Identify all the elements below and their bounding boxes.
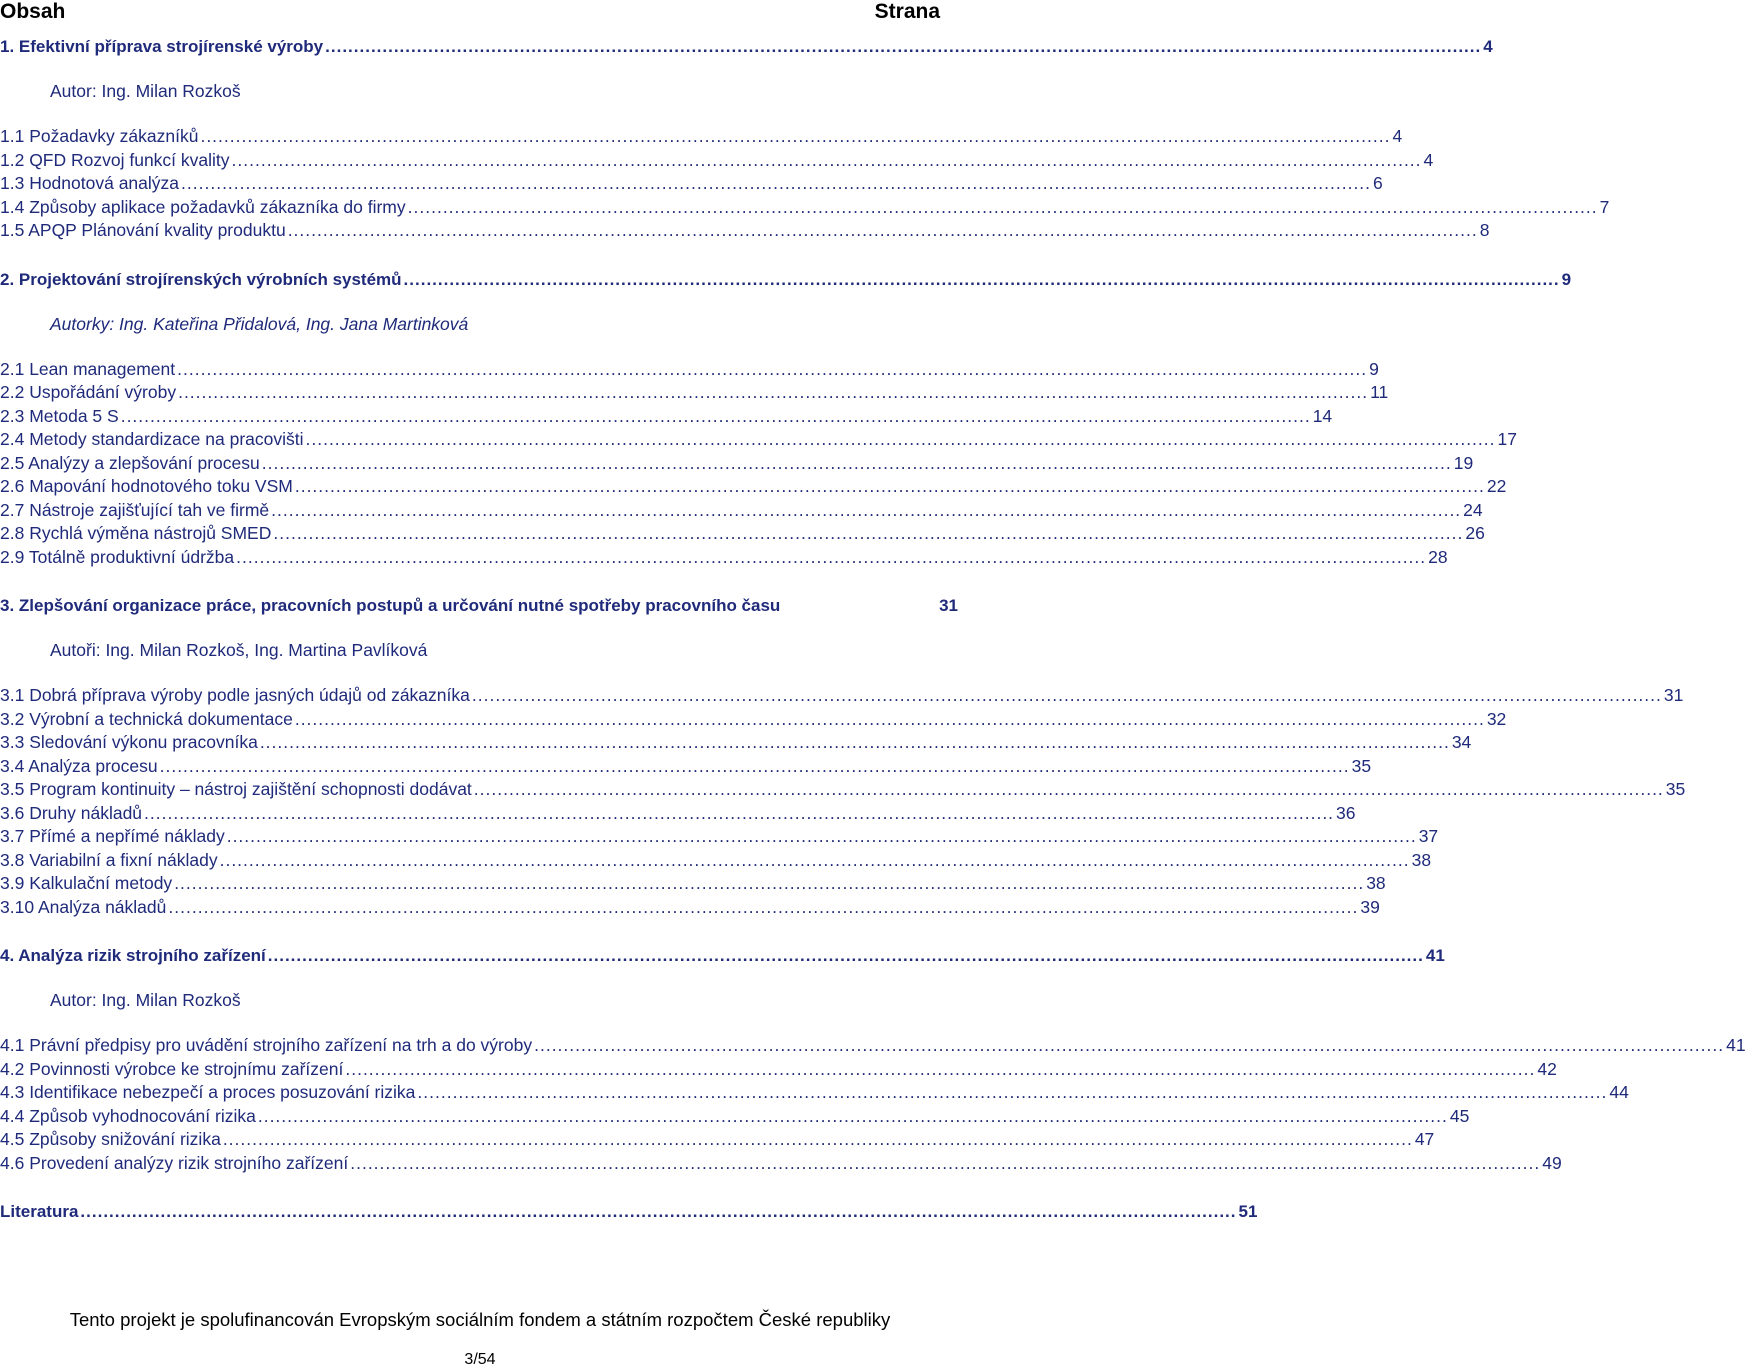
entry-title: 4.5 Způsoby snižování rizika: [0, 1129, 221, 1149]
dot-leader: ...........................................................................................................................................................................................................: [226, 826, 1417, 846]
dot-leader: ..........................................................................................................................................................................................................: [267, 946, 1424, 965]
entry-title: 2.8 Rychlá výměna nástrojů SMED: [0, 523, 272, 543]
toc-section-entry[interactable]: [0, 196, 1610, 220]
toc-section-entry[interactable]: [0, 358, 1379, 382]
toc-section-entry[interactable]: [0, 149, 1434, 173]
entry-page-number: 32: [1486, 708, 1507, 729]
dot-leader: ...........................................................................................................................................................................................................: [177, 358, 1368, 379]
entry-title: 2.7 Nástroje zajišťující tah ve firmě: [0, 499, 270, 520]
entry-title: 3.6 Druhy nákladů: [0, 802, 143, 823]
entry-page-number: 51: [1238, 1202, 1258, 1221]
dot-leader: ..........................................................................................................................................................................................................: [403, 269, 1560, 289]
toc-chapter-entry[interactable]: [0, 945, 1445, 967]
entry-page-number: 22: [1486, 476, 1507, 496]
entry-title: Literatura: [0, 1202, 79, 1221]
dot-leader: ...........................................................................................................................................................................................................: [471, 685, 1662, 705]
entry-page-number: 31: [1663, 685, 1684, 705]
entry-page-number: 44: [1609, 1082, 1629, 1102]
entry-page-number: 28: [1428, 546, 1448, 567]
entry-title: 2.6 Mapování hodnotového toku VSM: [0, 476, 293, 496]
entry-title: 3.10 Analýza nákladů: [0, 896, 167, 917]
entry-page-number: 4: [1392, 126, 1403, 146]
dot-leader: ..........................................................................................................................................................................................................: [80, 1202, 1237, 1221]
entry-title: 2.9 Totálně produktivní údržba: [0, 546, 235, 567]
dot-leader: ...........................................................................................................................................................................................................: [273, 523, 1464, 543]
entry-title: 2.4 Metody standardizace na pracovišti: [0, 429, 304, 449]
entry-page-number: 11: [1370, 382, 1389, 402]
entry-title: 2.1 Lean management: [0, 358, 176, 379]
spacer: [0, 243, 960, 269]
spacer: [0, 58, 960, 80]
entry-page-number: 34: [1451, 732, 1472, 752]
toc-chapter-entry[interactable]: [0, 269, 1572, 291]
toc-chapter-entry[interactable]: [0, 595, 958, 617]
dot-leader: ...........................................................................................................................................................................................................: [120, 405, 1311, 426]
entry-title: 3. Zlepšování organizace práce, pracovních postupů a určování nutné spotřeby pracovního času: [0, 596, 781, 615]
toc-section-entry[interactable]: [0, 499, 1483, 523]
entry-title: 3.9 Kalkulační metody: [0, 873, 173, 893]
entry-page-number: 38: [1366, 873, 1386, 893]
entry-title: 1.2 QFD Rozvoj funkcí kvality: [0, 149, 230, 170]
entry-page-number: 17: [1497, 429, 1517, 449]
entry-page-number: 45: [1449, 1105, 1470, 1126]
toc-section-entry[interactable]: [0, 849, 1432, 873]
dot-leader: ...........................................................................................................................................................................................................: [174, 873, 1365, 893]
spacer: [0, 919, 960, 945]
dot-leader: ...........................................................................................................................................................................................................: [294, 708, 1485, 729]
entry-page-number: 24: [1463, 499, 1483, 520]
entry-page-number: 9: [1561, 269, 1572, 289]
dot-leader: ...........................................................................................................................................................................................................: [222, 1129, 1413, 1149]
entry-page-number: 4: [1483, 37, 1493, 56]
entry-page-number: 35: [1351, 755, 1372, 776]
entry-title: 4.6 Provedení analýzy rizik strojního zařízení: [0, 1152, 349, 1173]
page-number: 3/54: [464, 1351, 496, 1368]
dot-leader: ...........................................................................................................................................................................................................: [200, 126, 1391, 146]
entry-title: 2. Projektování strojírenských výrobních systémů: [0, 269, 402, 289]
toc-section-entry[interactable]: [0, 684, 1684, 708]
author-line: Autorky: Ing. Kateřina Přidalová, Ing. Jana Martinková: [50, 313, 469, 334]
toc-chapter-entry[interactable]: [0, 1201, 1258, 1223]
spacer: [0, 569, 960, 595]
toc-section-entry[interactable]: [0, 1128, 1435, 1152]
entry-page-number: 41: [1726, 1035, 1746, 1055]
toc-section-entry[interactable]: [0, 778, 1686, 802]
toc-section-entry[interactable]: [0, 708, 1507, 732]
toc-section-entry[interactable]: [0, 755, 1372, 779]
dot-leader: ...........................................................................................................................................................................................................: [261, 452, 1452, 473]
dot-leader: ...........................................................................................................................................................................................................: [271, 499, 1462, 520]
dot-leader: ...........................................................................................................................................................................................................: [159, 755, 1350, 776]
entry-title: 1.3 Hodnotová analýza: [0, 173, 180, 193]
entry-page-number: 9: [1369, 358, 1379, 379]
dot-leader: ...........................................................................................................................................................................................................: [294, 476, 1485, 496]
entry-page-number: 49: [1542, 1152, 1562, 1173]
dot-leader: ...........................................................................................................................................................................................................: [345, 1058, 1536, 1079]
dot-leader: ...........................................................................................................................................................................................................: [407, 196, 1598, 217]
toc-section-entry[interactable]: [0, 381, 1389, 405]
entry-page-number: 39: [1360, 896, 1380, 917]
author-line: Autor: Ing. Milan Rozkoš: [50, 990, 241, 1010]
table-of-contents: [0, 36, 1746, 1223]
toc-section-entry[interactable]: [0, 896, 1380, 920]
entry-title: 3.3 Sledování výkonu pracovníka: [0, 732, 258, 752]
dot-leader: ...........................................................................................................................................................................................................: [236, 546, 1427, 567]
entry-page-number: 36: [1336, 802, 1356, 823]
entry-title: 2.2 Uspořádání výroby: [0, 382, 177, 402]
entry-page-number: 26: [1465, 523, 1485, 543]
toc-section-entry[interactable]: [0, 802, 1356, 826]
entry-page-number: 31: [939, 596, 958, 615]
dot-leader: ...........................................................................................................................................................................................................: [287, 220, 1478, 240]
toc-section-entry[interactable]: [0, 522, 1485, 546]
entry-title: 1.5 APQP Plánování kvality produktu: [0, 220, 286, 240]
toc-section-entry[interactable]: [0, 452, 1474, 476]
dot-leader: ..........................................................................................................................................................................................................: [325, 37, 1482, 56]
spacer: [0, 617, 960, 639]
entry-title: 4.3 Identifikace nebezpečí a proces posuzování rizika: [0, 1082, 416, 1102]
toc-section-entry[interactable]: [0, 172, 1383, 196]
toc-section-entry[interactable]: [0, 1105, 1470, 1129]
entry-page-number: 37: [1418, 826, 1439, 846]
spacer: [0, 662, 960, 684]
entry-page-number: 7: [1599, 196, 1610, 217]
entry-title: 1.1 Požadavky zákazníků: [0, 126, 199, 146]
entry-page-number: 19: [1453, 452, 1474, 473]
author-line: Autoři: Ing. Milan Rozkoš, Ing. Martina Pavlíková: [50, 640, 428, 660]
toc-section-entry[interactable]: [0, 475, 1507, 499]
spacer: [0, 336, 960, 358]
entry-title: 4. Analýza rizik strojního zařízení: [0, 946, 266, 965]
entry-page-number: 42: [1537, 1058, 1557, 1079]
dot-leader: ...........................................................................................................................................................................................................: [168, 896, 1359, 917]
entry-page-number: 35: [1665, 779, 1686, 799]
dot-leader: ...........................................................................................................................................................................................................: [350, 1152, 1541, 1173]
entry-page-number: 8: [1479, 220, 1490, 240]
toc-section-entry[interactable]: [0, 1034, 1746, 1058]
funding-note: Tento projekt je spolufinancován Evropským sociálním fondem a státním rozpočtem České republiky: [69, 1309, 891, 1330]
toc-section-entry[interactable]: [0, 428, 1517, 452]
entry-title: 1.4 Způsoby aplikace požadavků zákazníka do firmy: [0, 196, 406, 217]
entry-title: 4.1 Právní předpisy pro uvádění strojního zařízení na trh a do výroby: [0, 1035, 533, 1055]
dot-leader: ...........................................................................................................................................................................................................: [144, 802, 1335, 823]
toc-section-entry[interactable]: [0, 546, 1448, 570]
dot-leader: ...........................................................................................................................................................................................................: [181, 173, 1372, 193]
toc-section-entry[interactable]: [0, 872, 1386, 896]
entry-title: 3.5 Program kontinuity – nástroj zajištění schopnosti dodávat: [0, 779, 472, 799]
entry-title: 3.2 Výrobní a technická dokumentace: [0, 708, 293, 729]
entry-page-number: 38: [1411, 849, 1432, 870]
dot-leader: ...........................................................................................................................................................................................................: [305, 429, 1496, 449]
entry-title: 3.8 Variabilní a fixní náklady: [0, 849, 218, 870]
entry-page-number: 4: [1423, 149, 1434, 170]
dot-leader: ...........................................................................................................................................................................................................: [473, 779, 1664, 799]
entry-title: 2.5 Analýzy a zlepšování procesu: [0, 452, 260, 473]
page-column-title: Strana: [874, 0, 940, 23]
toc-section-entry[interactable]: [0, 405, 1333, 429]
entry-title: 2.3 Metoda 5 S: [0, 405, 119, 426]
dot-leader: ...........................................................................................................................................................................................................: [178, 382, 1369, 402]
dot-leader: ...........................................................................................................................................................................................................: [259, 732, 1450, 752]
entry-title: 1. Efektivní příprava strojírenské výroby: [0, 37, 324, 56]
entry-title: 3.7 Přímé a nepřímé náklady: [0, 826, 225, 846]
toc-section-entry[interactable]: [0, 731, 1472, 755]
toc-header: [0, 0, 940, 26]
spacer: [0, 1012, 960, 1034]
entry-page-number: 6: [1373, 173, 1383, 193]
entry-title: 3.1 Dobrá příprava výroby podle jasných údajů od zákazníka: [0, 685, 470, 705]
spacer: [0, 103, 960, 125]
entry-page-number: 41: [1425, 946, 1445, 965]
dot-leader: ...........................................................................................................................................................................................................: [534, 1035, 1725, 1055]
toc-section-entry[interactable]: [0, 1081, 1629, 1105]
toc-title: Obsah: [0, 0, 66, 23]
toc-section-entry[interactable]: [0, 1152, 1562, 1176]
toc-section-entry[interactable]: [0, 219, 1490, 243]
entry-title: 4.4 Způsob vyhodnocování rizika: [0, 1105, 256, 1126]
dot-leader: ...........................................................................................................................................................................................................: [231, 149, 1422, 170]
spacer: [0, 1175, 960, 1201]
entry-page-number: 14: [1312, 405, 1333, 426]
entry-title: 4.2 Povinnosti výrobce ke strojnímu zařízení: [0, 1058, 344, 1079]
entry-page-number: 47: [1414, 1129, 1435, 1149]
author-line: Autor: Ing. Milan Rozkoš: [50, 81, 241, 101]
toc-section-entry[interactable]: [0, 825, 1439, 849]
dot-leader: ...........................................................................................................................................................................................................: [417, 1082, 1608, 1102]
dot-leader: ...........................................................................................................................................................................................................: [257, 1105, 1448, 1126]
spacer: [0, 967, 960, 989]
spacer: [0, 291, 960, 313]
toc-chapter-entry[interactable]: [0, 36, 1493, 58]
toc-section-entry[interactable]: [0, 1058, 1557, 1082]
toc-section-entry[interactable]: [0, 125, 1403, 149]
entry-title: 3.4 Analýza procesu: [0, 755, 158, 776]
dot-leader: ...........................................................................................................................................................................................................: [219, 849, 1410, 870]
